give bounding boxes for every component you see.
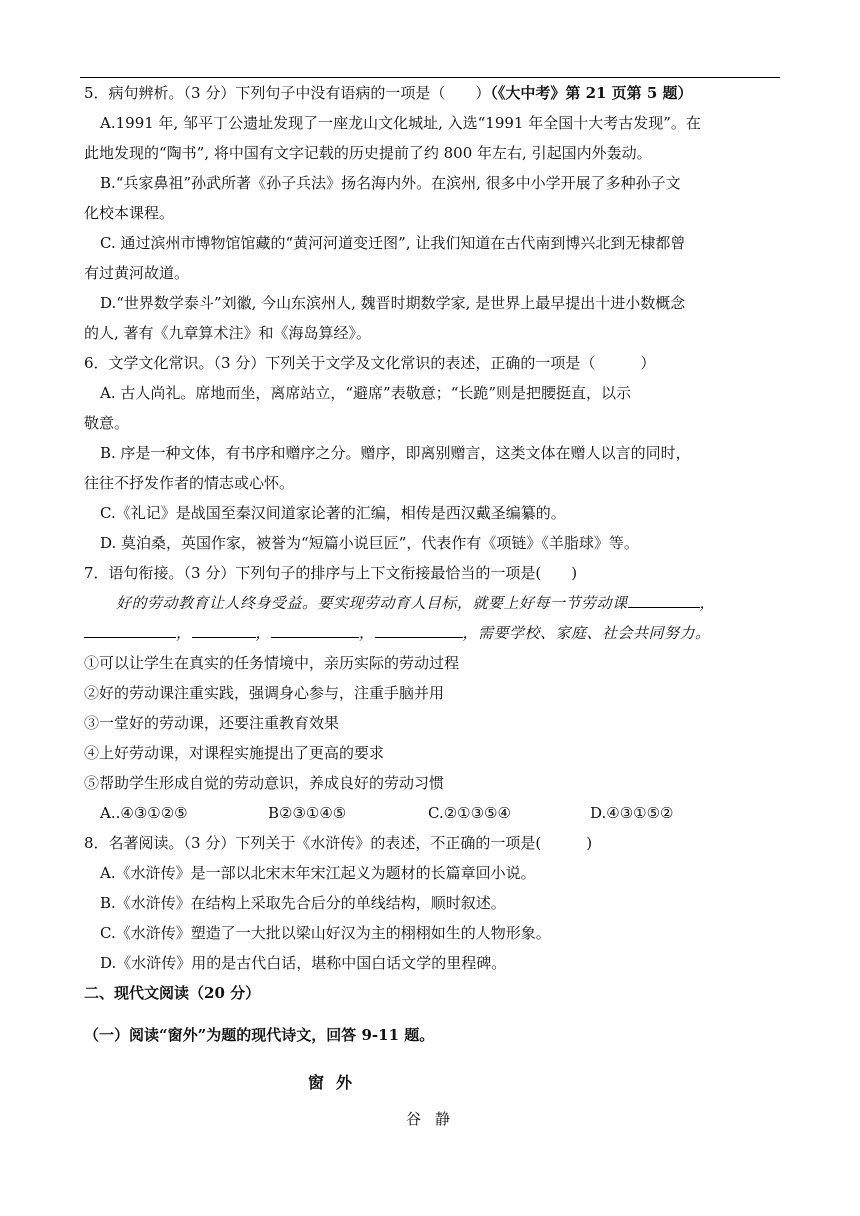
q6-option-c: C.《礼记》是战国至秦汉间道家论著的汇编，相传是西汉戴圣编纂的。 (100, 504, 566, 522)
q5-source: （《大中考》第 21 页第 5 题） (490, 84, 693, 102)
q8-stem: 8．名著阅读。（3 分）下列关于《水浒传》的表述，不正确的一项是( ) (84, 834, 593, 852)
comma: ， (176, 624, 192, 642)
q7-passage-text: 好的劳动教育让人终身受益。要实现劳动育人目标，就要上好每一节劳动课 (116, 594, 628, 612)
q5-option-c-line2: 有过黄河故道。 (84, 264, 190, 282)
q5-stem: 5．病句辨析。（3 分）下列句子中没有语病的一项是（ ） (84, 84, 491, 102)
q7-passage-end: ，需要学校、家庭、社会共同努力。 (462, 624, 711, 642)
comma: ， (699, 594, 716, 612)
answer-blank (375, 623, 463, 638)
comma: ， (255, 624, 272, 642)
q5-stem-line (84, 82, 784, 104)
q8-option-b: B.《水浒传》在结构上采取先合后分的单线结构，顺时叙述。 (100, 894, 506, 912)
q6-stem: 6．文学文化常识。（3 分）下列关于文学及文化常识的表述，正确的一项是（ ） (84, 354, 656, 372)
answer-blank (84, 623, 176, 638)
poem-title: 窗外 (308, 1073, 365, 1092)
q5-option-d-line2: 的人, 著有《九章算术注》和《海岛算经》。 (84, 324, 372, 342)
comma: ， (359, 624, 375, 642)
q7-sentence-4: ④上好劳动课，对课程实施提出了更高的要求 (84, 744, 385, 762)
subsection-heading: （一）阅读“窗外”为题的现代诗文，回答 9-11 题。 (84, 1026, 435, 1044)
answer-blank (271, 623, 359, 638)
q6-option-b-line2: 往往不抒发作者的情志或心怀。 (84, 474, 295, 492)
q6-option-a-line1: A. 古人尚礼。席地而坐，离席站立，“避席”表敬意；“长跪”则是把腰挺直，以示 (100, 384, 632, 402)
q6-option-a-line2: 敬意。 (84, 414, 130, 432)
q7-sentence-1: ①可以让学生在真实的任务情境中，亲历实际的劳动过程 (84, 654, 460, 672)
q7-option-c: C.②①③⑤④ (428, 804, 511, 822)
q7-option-b: B②③①④⑤ (268, 804, 347, 822)
q6-option-b-line1: B. 序是一种文体，有书序和赠序之分。赠序，即离别赠言，这类文体在赠人以言的同时， (100, 444, 691, 462)
q7-sentence-5: ⑤帮助学生形成自觉的劳动意识，养成良好的劳动习惯 (84, 774, 445, 792)
q7-option-a: A..④③①②⑤ (100, 804, 188, 822)
q5-option-b-line2: 化校本课程。 (84, 204, 175, 222)
q5-option-a-line1: A.1991 年, 邹平丁公遗址发现了一座龙山文化城址, 入选“1991 年全国十大考古发现”。在 (100, 114, 701, 132)
q7-passage-line1 (116, 592, 784, 614)
q8-option-c: C.《水浒传》塑造了一大批以梁山好汉为主的栩栩如生的人物形象。 (100, 924, 551, 942)
q6-option-d: D. 莫泊桑，英国作家，被誉为“短篇小说巨匠”，代表作有《项链》《羊脂球》等。 (100, 534, 639, 552)
q7-option-d: D.④③①⑤② (590, 804, 674, 822)
q5-option-c-line1: C. 通过滨州市博物馆馆藏的“黄河河道变迁图”, 让我们知道在古代南到博兴北到无棣都曾 (100, 234, 686, 252)
q5-option-d-line1: D.“世界数学泰斗”刘徽, 今山东滨州人, 魏晋时期数学家, 是世界上最早提出十进小数概念 (100, 294, 686, 312)
section-heading: 二、现代文阅读（20 分） (84, 984, 261, 1002)
header-rule (80, 77, 780, 78)
q7-sentence-2: ②好的劳动课注重实践，强调身心参与，注重手脑并用 (84, 684, 445, 702)
q8-option-a: A.《水浒传》是一部以北宋末年宋江起义为题材的长篇章回小说。 (100, 864, 536, 882)
poem-author: 谷静 (406, 1110, 465, 1128)
q7-stem: 7．语句衔接。（3 分）下列句子的排序与上下文衔接最恰当的一项是( ) (84, 564, 578, 582)
q7-passage-line2 (84, 622, 784, 644)
answer-blank (628, 593, 700, 608)
q8-option-d: D.《水浒传》用的是古代白话，堪称中国白话文学的里程碑。 (100, 954, 507, 972)
q5-option-b-line1: B.“兵家鼻祖”孙武所著《孙子兵法》扬名海内外。在滨州, 很多中小学开展了多种孙子文 (100, 174, 681, 192)
q7-sentence-3: ③一堂好的劳动课，还要注重教育效果 (84, 714, 340, 732)
answer-blank (192, 623, 256, 638)
q5-option-a-line2: 此地发现的“陶书”, 将中国有文字记载的历史提前了约 800 年左右, 引起国内外轰动。 (84, 144, 652, 162)
